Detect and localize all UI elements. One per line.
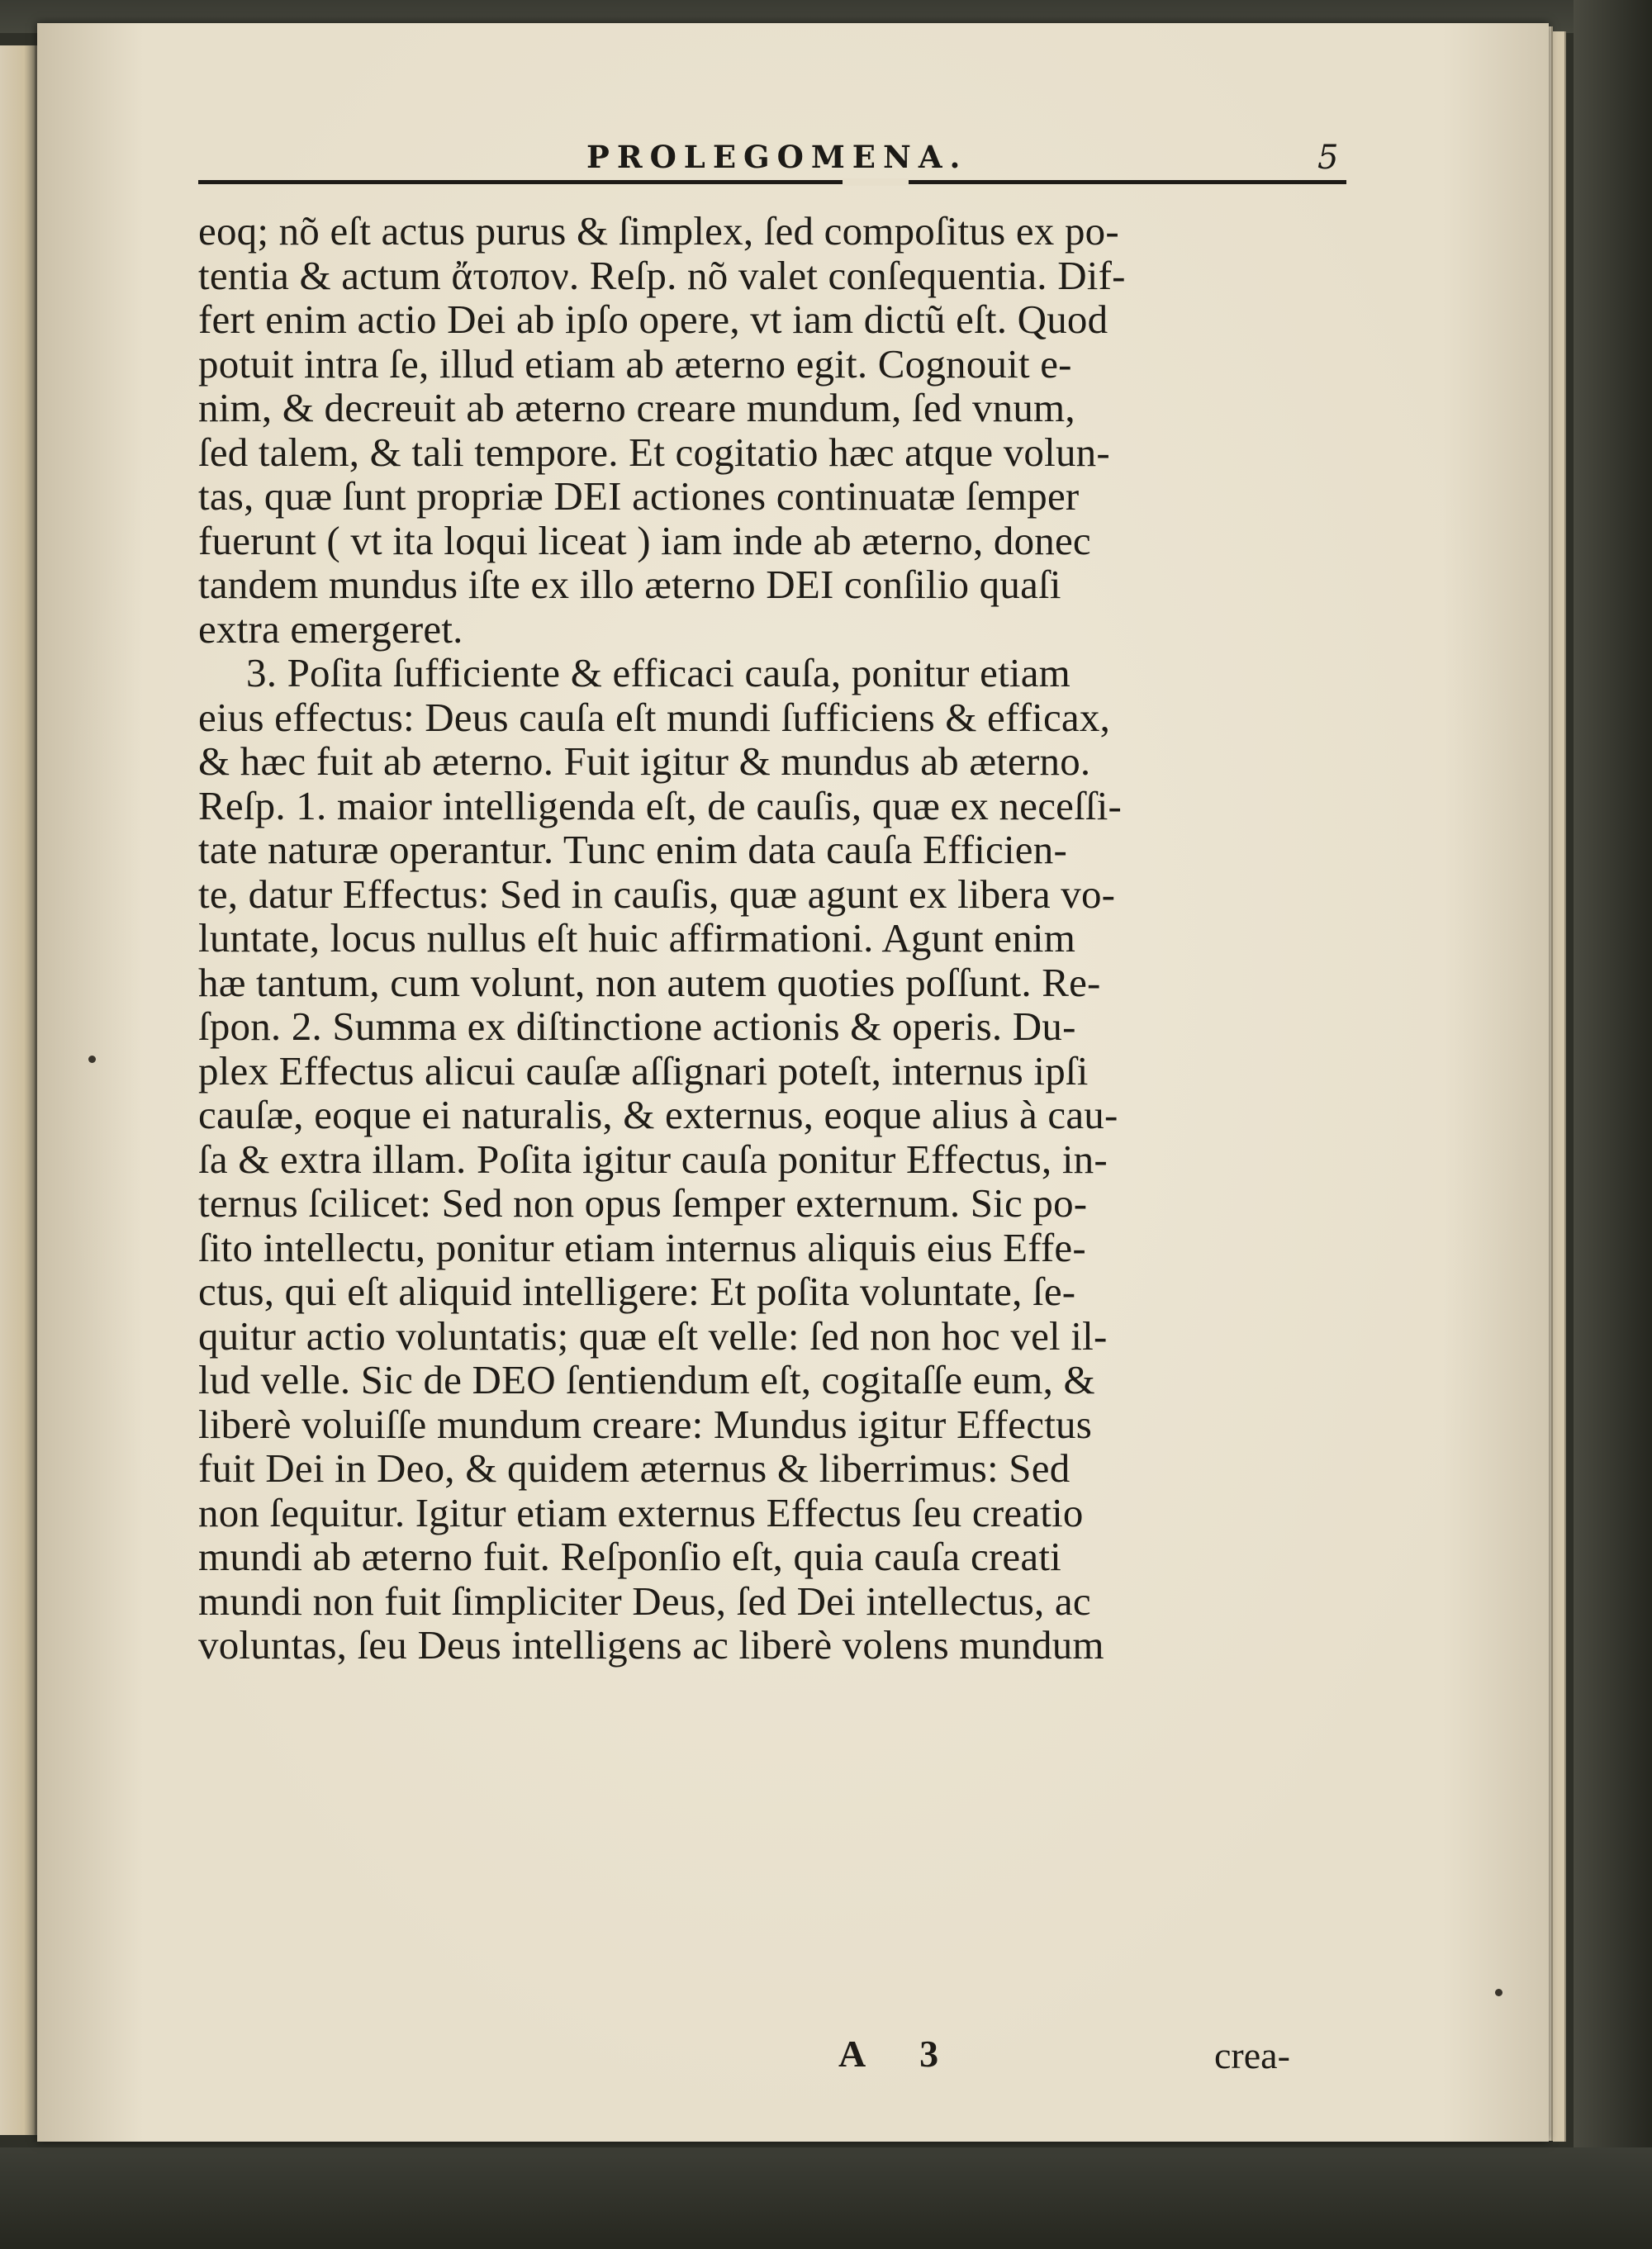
text-line: ctus, qui eſt aliquid intelligere: Et poſita voluntate, ſe-	[198, 1269, 1076, 1314]
text-line: fuerunt ( vt ita loqui liceat ) iam inde ab æterno, donec	[198, 517, 1091, 563]
running-title: PROLEGOMENA.	[586, 139, 968, 175]
text-line: ſed talem, & tali tempore. Et cogitatio hæc atque volun-	[198, 429, 1110, 475]
text-line: tentia & actum ἄτοπον. Reſp. nõ valet conſequentia. Dif-	[198, 252, 1126, 298]
text-line: ſito intellectu, ponitur etiam internus aliquis eius Effe-	[198, 1224, 1086, 1270]
paragraph-start-line: 3. Poſita ſufficiente & efficaci cauſa, ponitur etiam	[246, 650, 1070, 695]
text-line: mundi ab æterno fuit. Reſponſio eſt, quia cauſa creati	[198, 1534, 1061, 1579]
page-number: 5	[1317, 139, 1339, 177]
paper-speck	[88, 1056, 96, 1063]
page-header	[198, 124, 1346, 183]
body-text	[198, 209, 1371, 1668]
text-line: extra emergeret.	[198, 605, 463, 652]
text-line: eoq; nõ eſt actus purus & ſimplex, ſed compoſitus ex po-	[198, 208, 1119, 254]
signature-mark: A 3	[838, 2033, 962, 2075]
text-line: luntate, locus nullus eſt huic affirmationi. Agunt enim	[198, 915, 1076, 961]
header-rule	[198, 180, 1346, 184]
text-line: lud velle. Sic de DEO ſentiendum eſt, cogitaſſe eum, &	[198, 1357, 1095, 1402]
text-line: tas, quæ ſunt propriæ DEI actiones continuatæ ſemper	[198, 473, 1080, 519]
text-line: potuit intra ſe, illud etiam ab æterno egit. Cognouit e-	[198, 340, 1072, 387]
catchword: crea-	[1214, 2034, 1290, 2076]
background-right	[1574, 0, 1652, 2249]
text-line: voluntas, ſeu Deus intelligens ac liberè volens mundum	[198, 1622, 1104, 1668]
page-footer	[198, 2032, 1355, 2081]
text-line: tate naturæ operantur. Tunc enim data cauſa Efficien-	[198, 827, 1067, 872]
text-line: liberè voluiſſe mundum creare: Mundus igitur Effectus	[198, 1401, 1092, 1447]
text-line: tandem mundus iſte ex illo æterno DEI conſilio quaſi	[198, 562, 1061, 607]
text-line: ternus ſcilicet: Sed non opus ſemper externum. Sic po-	[198, 1180, 1088, 1226]
background-bottom	[0, 2147, 1652, 2249]
text-line: nim, & decreuit ab æterno creare mundum, ſed vnum,	[198, 385, 1075, 430]
book-page	[37, 23, 1549, 2142]
page-edge-outer	[1553, 31, 1566, 2142]
text-line: mundi non fuit ſimpliciter Deus, ſed Dei intellectus, ac	[198, 1578, 1091, 1624]
text-line: non ſequitur. Igitur etiam externus Effectus ſeu creatio	[198, 1489, 1084, 1535]
text-line: quitur actio voluntatis; quæ eſt velle: ſed non hoc vel il-	[198, 1312, 1108, 1359]
text-line: hæ tantum, cum volunt, non autem quoties poſſunt. Re-	[198, 959, 1101, 1005]
header-rule-ornament	[843, 178, 909, 186]
text-line: cauſæ, eoque ei naturalis, & externus, eoque alius à cau-	[198, 1092, 1118, 1137]
paper-speck	[1495, 1989, 1502, 1996]
text-line: te, datur Effectus: Sed in cauſis, quæ agunt ex libera vo-	[198, 871, 1116, 917]
previous-page-edge	[0, 45, 37, 2135]
text-line: eius effectus: Deus cauſa eſt mundi ſufficiens & efficax,	[198, 694, 1111, 740]
text-line: plex Effectus alicui cauſæ aſſignari poteſt, internus ipſi	[198, 1047, 1089, 1094]
text-line: fert enim actio Dei ab ipſo opere, vt iam dictũ eſt. Quod	[198, 297, 1108, 342]
text-line: ſa & extra illam. Poſita igitur cauſa ponitur Effectus, in-	[198, 1136, 1108, 1182]
text-line: fuit Dei in Deo, & quidem æternus & liberrimus: Sed	[198, 1445, 1070, 1491]
text-line: & hæc fuit ab æterno. Fuit igitur & mundus ab æterno.	[198, 738, 1091, 784]
text-line: ſpon. 2. Summa ex diſtinctione actionis & operis. Du-	[198, 1004, 1076, 1049]
text-line: Reſp. 1. maior intelligenda eſt, de cauſis, quæ ex neceſſi-	[198, 782, 1123, 828]
